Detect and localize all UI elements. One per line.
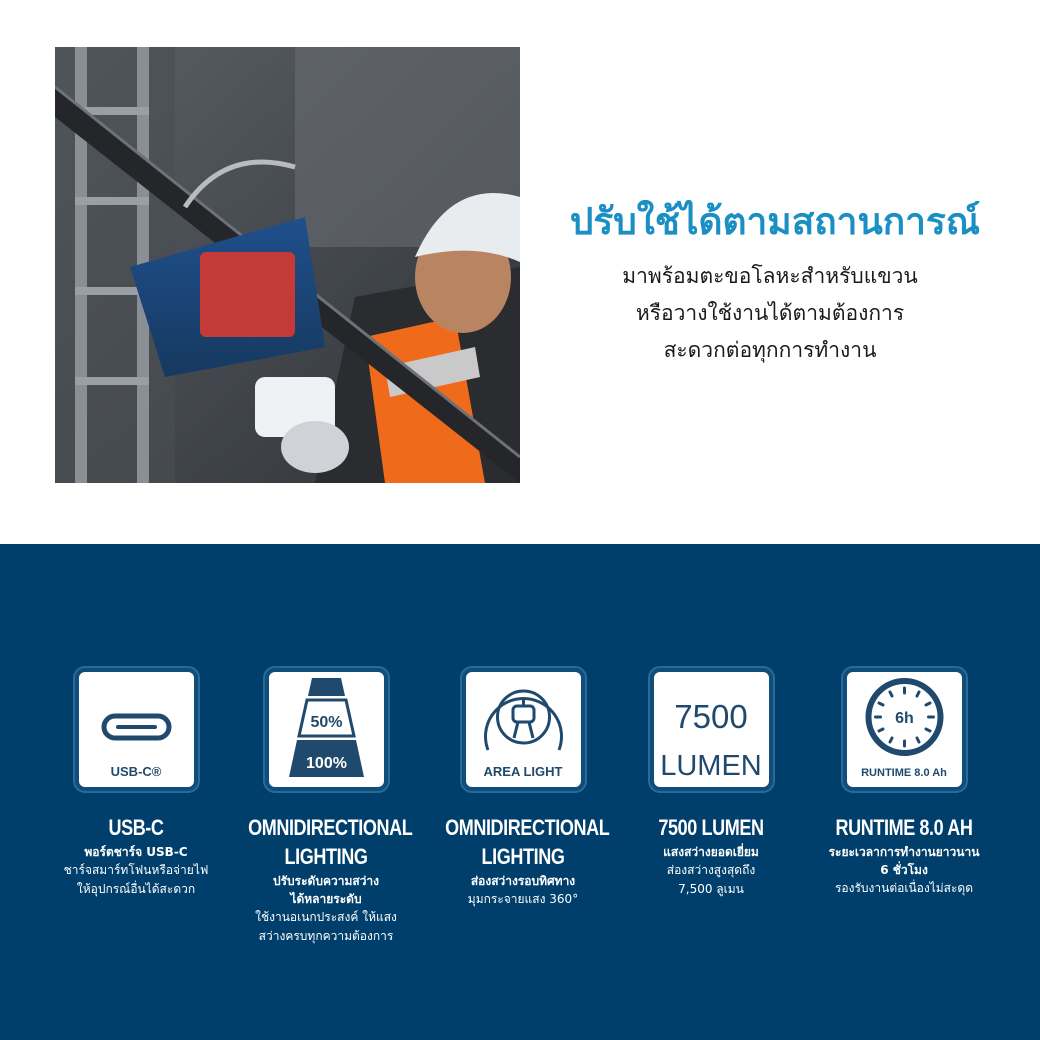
feature-title xyxy=(445,813,610,871)
subtext-line: หรือวางใช้งานได้ตามต้องการ xyxy=(635,301,905,325)
feature-text-line: ใช้งานอเนกประสงค์ ให้แสง xyxy=(255,910,397,924)
usb-c-icon xyxy=(75,668,198,791)
area-light-caption: AREA LIGHT xyxy=(483,764,563,779)
feature-bold-line: ได้หลายระดับ xyxy=(290,892,362,906)
feature-bold-line: ระยะเวลาการทำงานยาวนาน xyxy=(828,845,980,859)
feature-area-light xyxy=(428,668,618,909)
feature-bold-line: ปรับระดับความสว่าง xyxy=(272,874,380,888)
feature-title-line: LIGHTING xyxy=(481,844,565,869)
feature-title-line: OMNIDIRECTIONAL xyxy=(248,815,413,840)
product-photo xyxy=(55,47,520,483)
feature-text xyxy=(428,890,618,909)
feature-text xyxy=(41,861,231,899)
feature-bold xyxy=(616,843,806,861)
usb-c-caption: USB-C® xyxy=(110,764,162,779)
feature-bold-line: ส่องสว่างรอบทิศทาง xyxy=(470,874,576,888)
feature-bold xyxy=(809,843,999,879)
feature-title-line: LIGHTING xyxy=(284,844,368,869)
subtext-line: สะดวกต่อทุกการทำงาน xyxy=(663,338,877,362)
feature-text-line: สว่างครบทุกความต้องการ xyxy=(258,929,394,943)
feature-text-line: รองรับงานต่อเนื่องไม่สะดุด xyxy=(834,881,974,895)
runtime-caption: RUNTIME 8.0 Ah xyxy=(861,767,947,779)
brightness-levels-icon xyxy=(265,668,388,791)
lumen-number: 7500 xyxy=(674,698,748,735)
level-100-label: 100% xyxy=(305,755,347,772)
feature-bold-line: พอร์ตชาร์จ USB-C xyxy=(84,845,188,859)
feature-title-line: USB-C xyxy=(108,815,164,840)
runtime-clock-icon xyxy=(843,668,966,791)
clock-label: 6h xyxy=(894,710,914,727)
feature-title xyxy=(248,813,413,871)
feature-title-line: OMNIDIRECTIONAL xyxy=(445,815,610,840)
lumen-word: LUMEN xyxy=(660,750,762,782)
feature-text xyxy=(616,861,806,899)
feature-title-line: 7500 LUMEN xyxy=(658,815,764,840)
feature-runtime xyxy=(809,668,999,898)
headline: ปรับใช้ได้ตามสถานการณ์ xyxy=(569,200,981,243)
feature-title xyxy=(826,813,982,842)
feature-lumen xyxy=(616,668,806,899)
feature-text-line: 7,500 ลูเมน xyxy=(678,882,744,896)
feature-text xyxy=(231,908,421,946)
feature-bold-line: แสงสว่างยอดเยี่ยม xyxy=(663,845,759,859)
lumen-icon xyxy=(650,668,773,791)
feature-text-line: มุมกระจายแสง 360° xyxy=(467,892,579,906)
feature-text xyxy=(809,879,999,898)
feature-bold-line: 6 ชั่วโมง xyxy=(880,863,928,877)
feature-text-line: ส่องสว่างสูงสุดถึง xyxy=(666,863,756,877)
feature-title-line: RUNTIME 8.0 AH xyxy=(835,815,973,840)
feature-bold xyxy=(428,872,618,890)
feature-bold xyxy=(231,872,421,908)
feature-text-line: ให้อุปกรณ์อื่นได้สะดวก xyxy=(76,882,196,896)
features-band xyxy=(0,544,1040,1040)
feature-bold xyxy=(41,843,231,861)
subtext xyxy=(560,258,980,369)
subtext-line: มาพร้อมตะขอโลหะสำหรับแขวน xyxy=(622,264,918,288)
feature-text-line: ชาร์จสมาร์ทโฟนหรือจ่ายไฟ xyxy=(63,863,209,877)
worker-with-light-image xyxy=(55,47,520,483)
area-light-icon xyxy=(462,668,585,791)
level-50-label: 50% xyxy=(309,714,343,731)
feature-brightness xyxy=(231,668,421,946)
feature-title xyxy=(633,813,789,842)
feature-title xyxy=(58,813,214,842)
feature-usb-c xyxy=(41,668,231,899)
